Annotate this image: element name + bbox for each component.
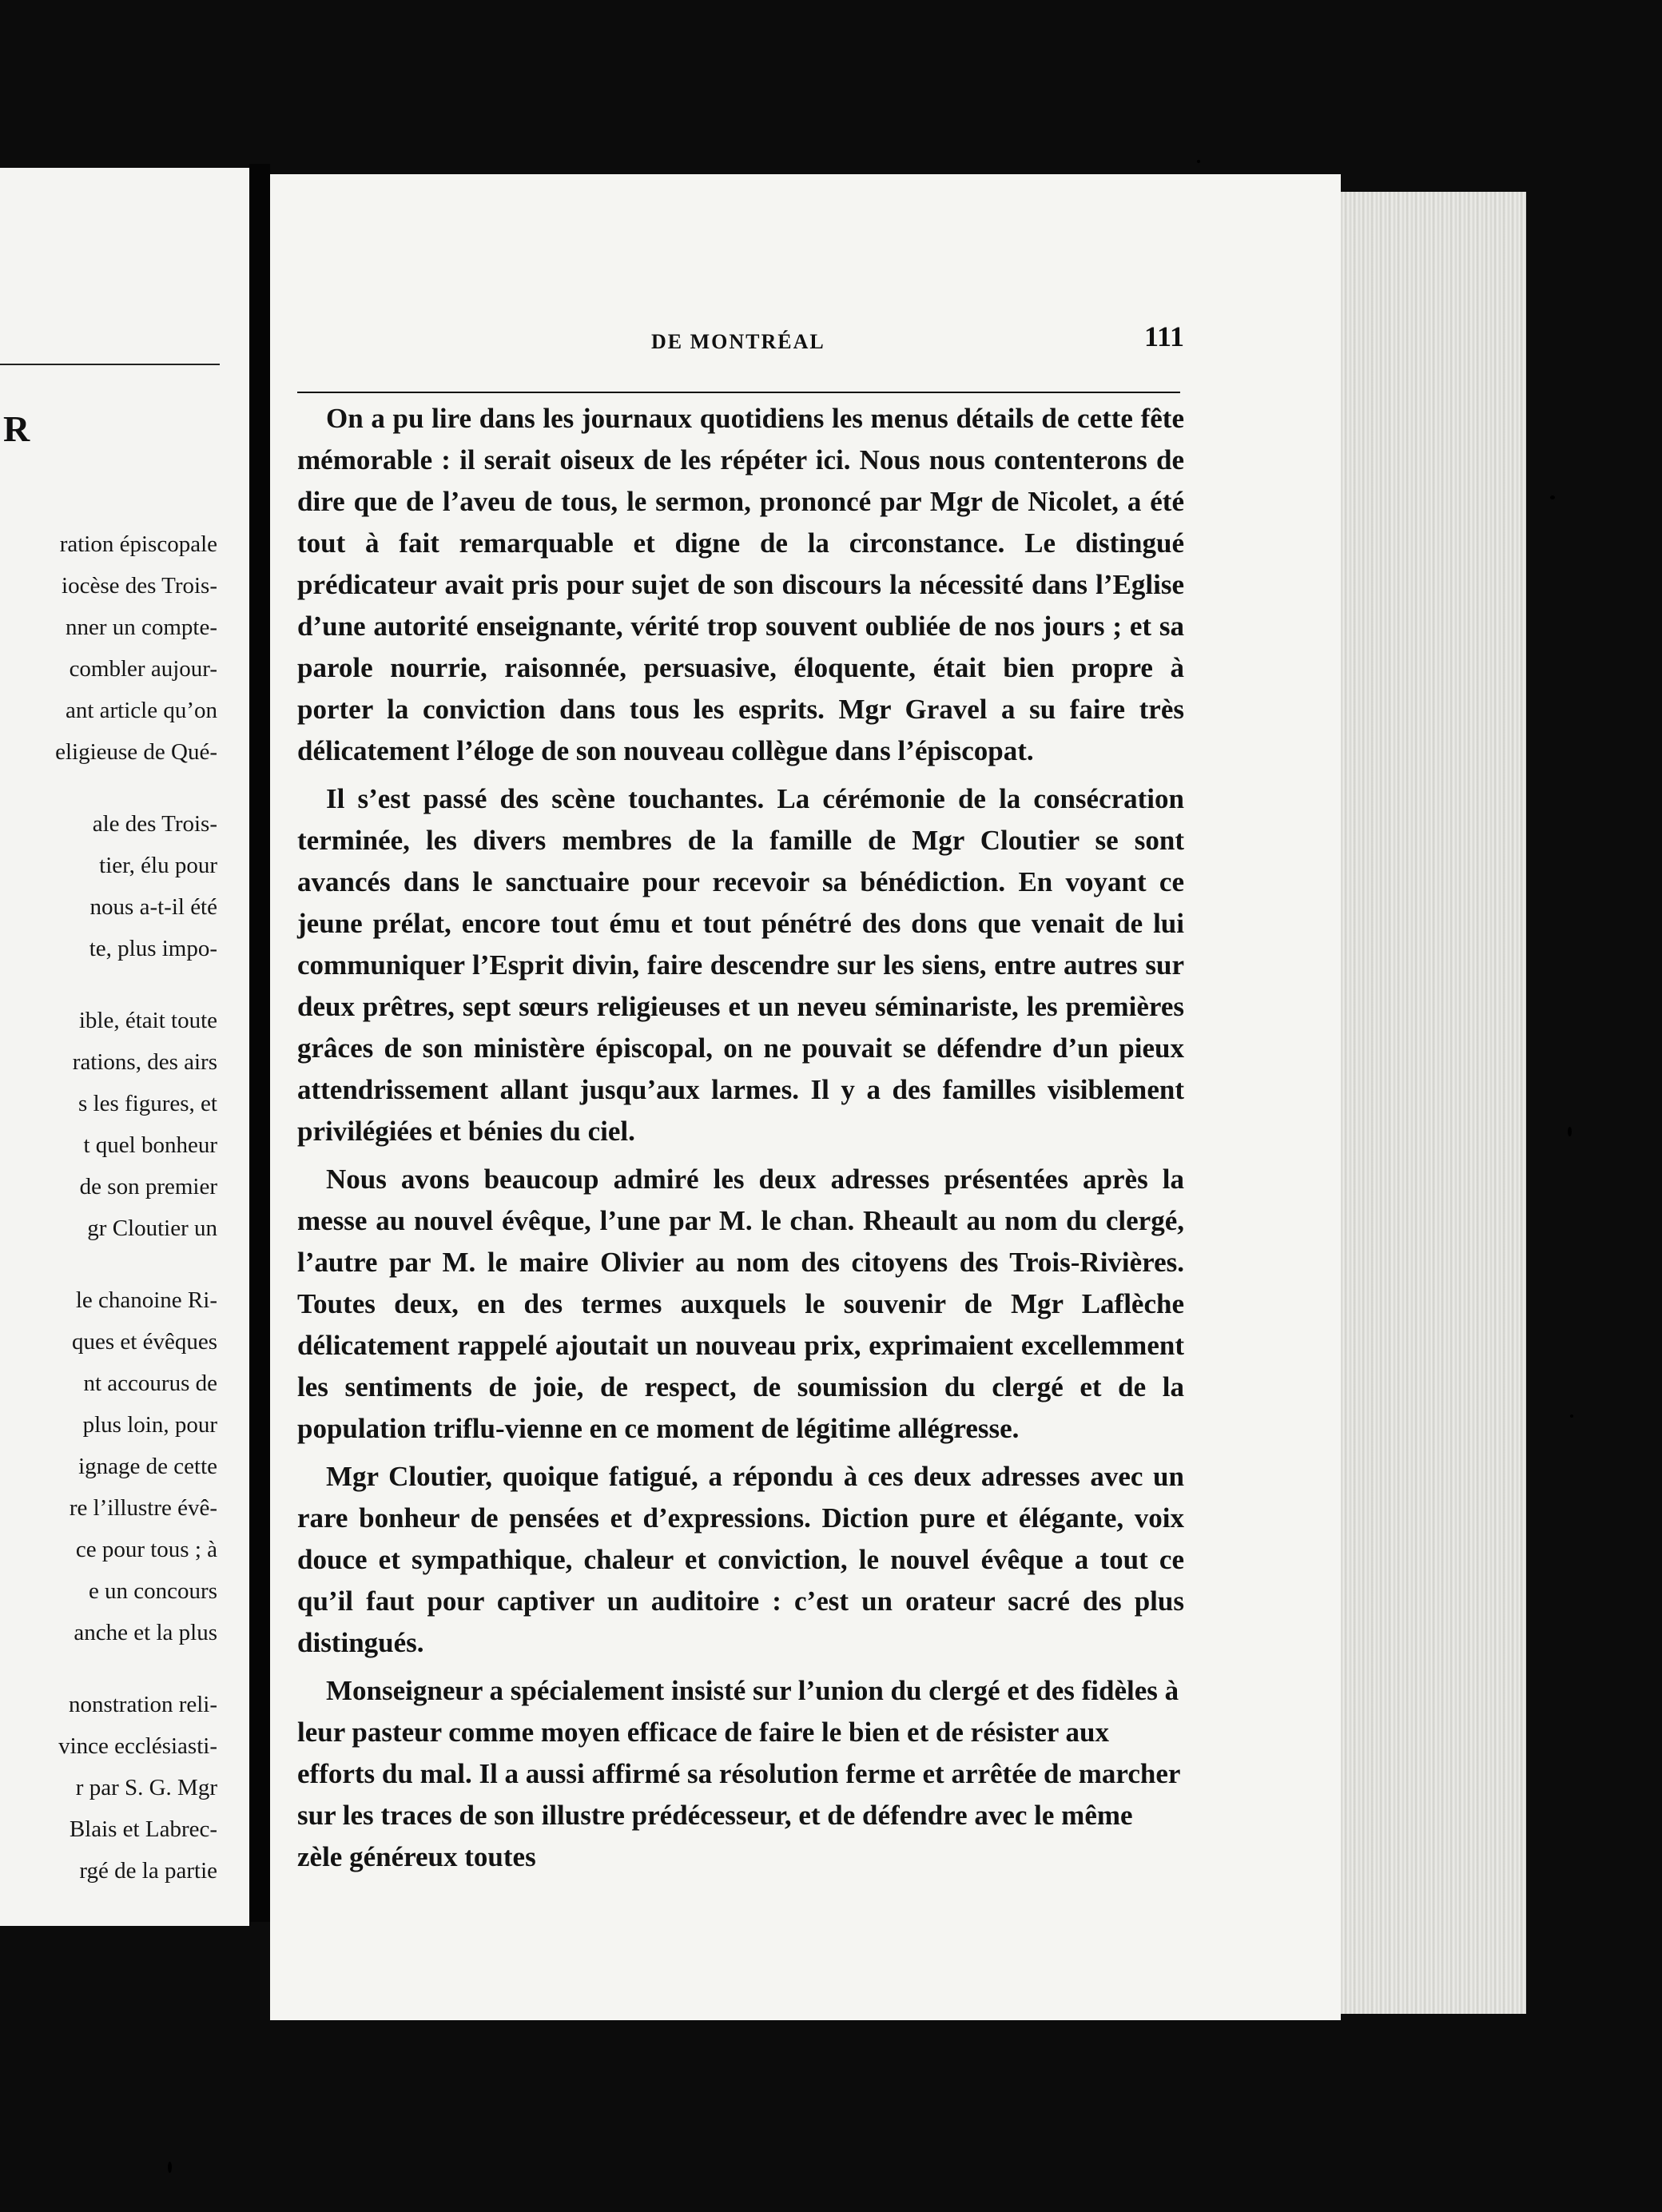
paragraph-2: Il s’est passé des scène touchantes. La cérémonie de la consécration terminée, les divers membres de la famille de Mgr Cloutier se sont avancés dans le sanctuaire pour recevoir sa bénédiction. En voyant ce jeune prélat, encore tout ému et tout pénétré des dons que venait de lui communiquer l’Esprit divin, faire descendre sur les siens, entre autres sur deux prêtres, sept sœurs religieuses et un neveu séminariste, les premières grâces de son ministère épiscopal, on ne pouvait se défendre d’un pieux attendrissement allant jusqu’aux larmes. Il y a des familles visiblement privilégiées et bénies du ciel. — [297, 783, 1184, 1147]
left-page-line: tier, élu pour — [99, 853, 217, 878]
left-page-line: ible, était toute — [78, 1008, 217, 1033]
left-page-line: ration épiscopale — [59, 531, 217, 557]
left-page-line: eligieuse de Qué- — [55, 739, 217, 765]
left-page-line: re l’illustre évê- — [69, 1495, 217, 1521]
paragraph-1: On a pu lire dans les journaux quotidiens les menus détails de cette fête mémorable : il serait oiseux de les répéter ici. Nous nous contenterons de dire que de l’aveu de tous, le sermon, prononcé par Mgr de Nicolet, a été tout à fait remarquable et digne de la circonstance. Le distingué prédicateur avait pris pour sujet de son discours la nécessité dans l’Eglise d’une autorité enseignante, vérité trop souvent oubliée de nos jours ; et sa parole nourrie, raisonnée, persuasive, éloquente, était bien propre à porter la conviction dans tous les esprits. Mgr Gravel a su faire très délicatement l’éloge de son nouveau collègue dans l’épiscopat. — [297, 403, 1184, 766]
page-stack-edge — [1326, 192, 1526, 2014]
left-heading-letter: R — [3, 408, 30, 449]
left-page-line: ignage de cette — [78, 1454, 217, 1479]
left-header-rule — [0, 364, 220, 365]
left-page-line: vince ecclésiasti- — [58, 1733, 217, 1759]
header-rule — [297, 392, 1180, 393]
left-page-line: le chanoine Ri- — [75, 1287, 217, 1313]
left-page-line: gr Cloutier un — [87, 1215, 217, 1241]
left-page-line: r par S. G. Mgr — [75, 1775, 217, 1800]
left-page-line: nt accourus de — [83, 1371, 217, 1396]
paragraph-4: Mgr Cloutier, quoique fatigué, a répondu à ces deux adresses avec un rare bonheur de pensées et d’expressions. Diction pure et élégante, voix douce et sympathique, chaleur et conviction, le nouvel évêque a tout ce qu’il faut pour captiver un auditoire : c’est un orateur sacré des plus distingués. — [297, 1461, 1184, 1658]
left-page-line: te, plus impo- — [89, 936, 217, 961]
paragraph-5: Monseigneur a spécialement insisté sur l’union du clergé et des fidèles à leur pasteur comme moyen efficace de faire le bien et de résister aux efforts du mal. Il a aussi affirmé sa résolution ferme et arrêtée de marcher sur les traces de son illustre prédécesseur, et de défendre avec le même zèle généreux toutes — [297, 1675, 1180, 1872]
left-page-line: nous a-t-il été — [89, 894, 217, 920]
left-page-line: de son premier — [79, 1174, 217, 1199]
left-page-line: ale des Trois- — [92, 811, 217, 837]
left-page-line: nonstration reli- — [68, 1692, 217, 1717]
left-page-line: rations, des airs — [72, 1049, 217, 1075]
left-page-line: plus loin, pour — [82, 1412, 217, 1438]
running-title: DE MONTRÉAL — [651, 330, 825, 353]
left-page-line: s les figures, et — [78, 1091, 217, 1116]
left-page-line: ce pour tous ; à — [75, 1537, 217, 1562]
left-page — [0, 168, 249, 1926]
body-text — [297, 398, 1184, 1878]
left-page-line: anche et la plus — [74, 1620, 217, 1645]
left-page-line: nner un compte- — [65, 615, 217, 640]
left-page-line: iocèse des Trois- — [62, 573, 217, 599]
left-page-line: ant article qu’on — [65, 698, 217, 723]
binding-gutter — [249, 164, 270, 1922]
left-page-line: Blais et Labrec- — [69, 1816, 217, 1842]
left-page-line: e un concours — [88, 1578, 217, 1604]
page-number: 111 — [1144, 320, 1185, 352]
paragraph-3: Nous avons beaucoup admiré les deux adresses présentées après la messe au nouvel évêque, l’une par M. le chan. Rheault au nom du clergé, l’autre par M. le maire Olivier au nom des citoyens des Trois-Rivières. Toutes deux, en des termes auxquels le souvenir de Mgr Laflèche délicatement rappelé ajoutait un nouveau prix, exprimaient excellemment les sentiments de joie, de respect, de soumission du clergé et de la population triflu-vienne en ce moment de légitime allégresse. — [297, 1164, 1184, 1444]
left-page-line: rgé de la partie — [79, 1858, 217, 1884]
left-page-line: t quel bonheur — [83, 1132, 217, 1158]
left-page-line: ques et évêques — [72, 1329, 217, 1355]
left-page-line: combler aujour- — [69, 656, 217, 682]
